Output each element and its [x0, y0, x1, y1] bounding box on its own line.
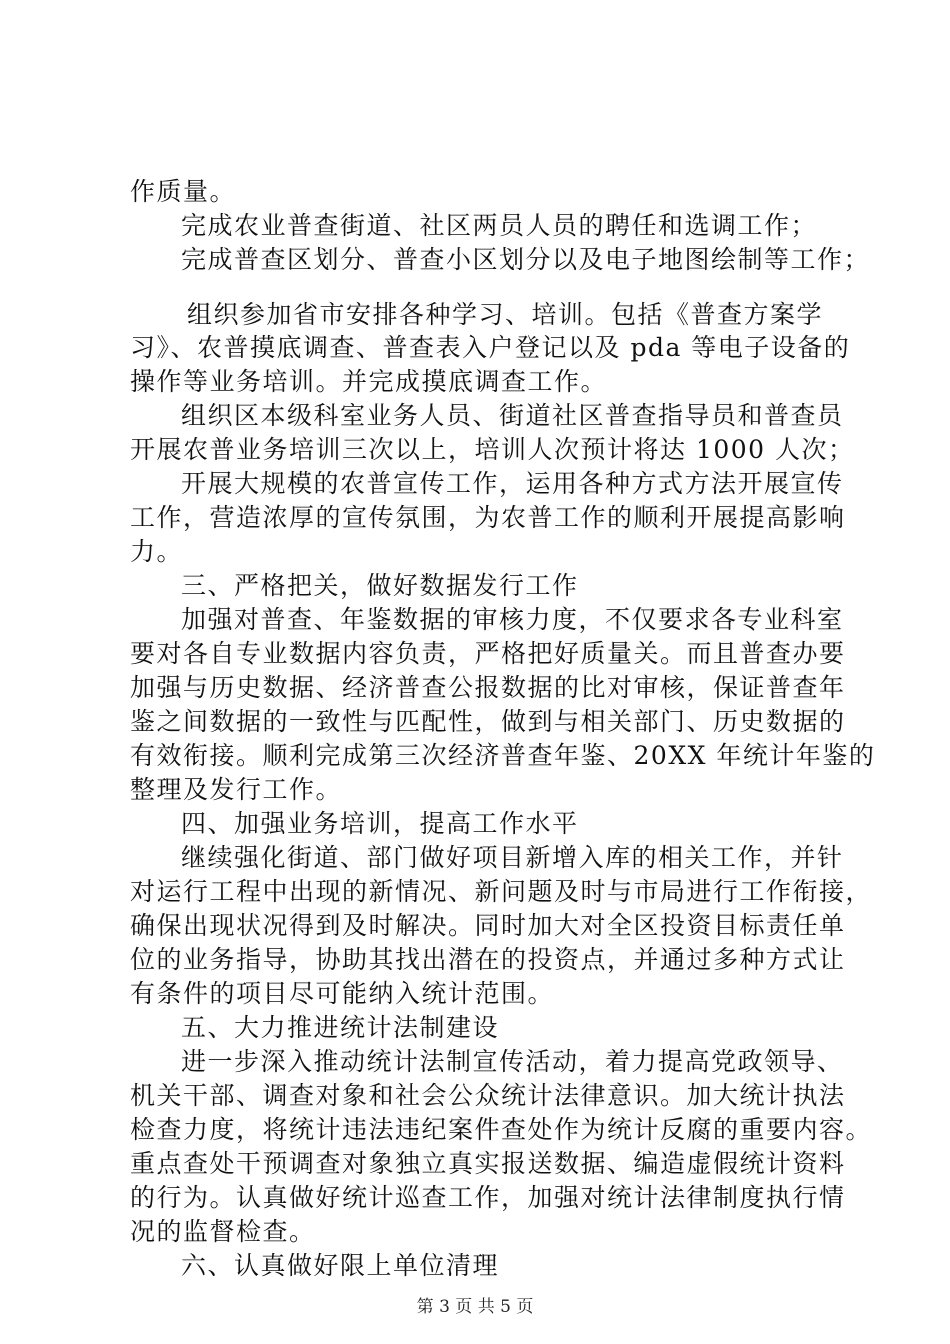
text-line: 的行为。认真做好统计巡查工作，加强对统计法律制度执行情	[130, 1183, 846, 1212]
text-line: 完成普查区划分、普查小区划分以及电子地图绘制等工作；	[181, 245, 871, 274]
text-line: 习》、农普摸底调查、普查表入户登记以及 pda 等电子设备的	[130, 333, 851, 362]
text-line: 组织参加省市安排各种学习、培训。包括《普查方案学	[187, 300, 824, 329]
text-line: 开展农普业务培训三次以上，培训人次预计将达 1000 人次；	[130, 435, 855, 464]
text-line: 操作等业务培训。并完成摸底调查工作。	[130, 367, 608, 396]
text-line: 鉴之间数据的一致性与匹配性，做到与相关部门、历史数据的	[130, 707, 846, 736]
page-number-footer: 第 3 页 共 5 页	[416, 1297, 534, 1317]
text-line: 要对各自专业数据内容负责，严格把好质量关。而且普查办要	[130, 639, 846, 668]
text-line: 况的监督检查。	[130, 1217, 316, 1246]
text-line: 开展大规模的农普宣传工作，运用各种方式方法开展宣传	[181, 469, 844, 498]
text-line: 加强对普查、年鉴数据的审核力度，不仅要求各专业科室	[181, 605, 844, 634]
section-heading: 四、加强业务培训，提高工作水平	[181, 809, 579, 838]
text-line: 组织区本级科室业务人员、街道社区普查指导员和普查员	[181, 401, 844, 430]
text-line: 完成农业普查街道、社区两员人员的聘任和选调工作；	[181, 211, 818, 240]
text-line: 整理及发行工作。	[130, 775, 343, 804]
text-line: 检查力度，将统计违法违纪案件查处作为统计反腐的重要内容。	[130, 1115, 873, 1144]
section-heading: 五、大力推进统计法制建设	[181, 1013, 500, 1042]
text-line: 重点查处干预调查对象独立真实报送数据、编造虚假统计资料	[130, 1149, 846, 1178]
text-line: 继续强化街道、部门做好项目新增入库的相关工作，并针	[181, 843, 844, 872]
text-line: 进一步深入推动统计法制宣传活动，着力提高党政领导、	[181, 1047, 844, 1076]
text-line: 工作，营造浓厚的宣传氛围，为农普工作的顺利开展提高影响	[130, 503, 846, 532]
text-line: 位的业务指导，协助其找出潜在的投资点，并通过多种方式让	[130, 945, 846, 974]
text-line: 作质量。	[130, 177, 237, 206]
text-line: 力。	[130, 537, 184, 566]
text-line: 有效衔接。顺利完成第三次经济普查年鉴、20XX 年统计年鉴的	[130, 741, 876, 770]
text-line: 加强与历史数据、经济普查公报数据的比对审核，保证普查年	[130, 673, 846, 702]
section-heading: 六、认真做好限上单位清理	[181, 1251, 500, 1280]
text-line: 机关干部、调查对象和社会公众统计法律意识。加大统计执法	[130, 1081, 846, 1110]
text-line: 对运行工程中出现的新情况、新问题及时与市局进行工作衔接，	[130, 877, 873, 906]
text-line: 有条件的项目尽可能纳入统计范围。	[130, 979, 555, 1008]
text-line: 确保出现状况得到及时解决。同时加大对全区投资目标责任单	[130, 911, 846, 940]
section-heading: 三、严格把关，做好数据发行工作	[181, 571, 579, 600]
